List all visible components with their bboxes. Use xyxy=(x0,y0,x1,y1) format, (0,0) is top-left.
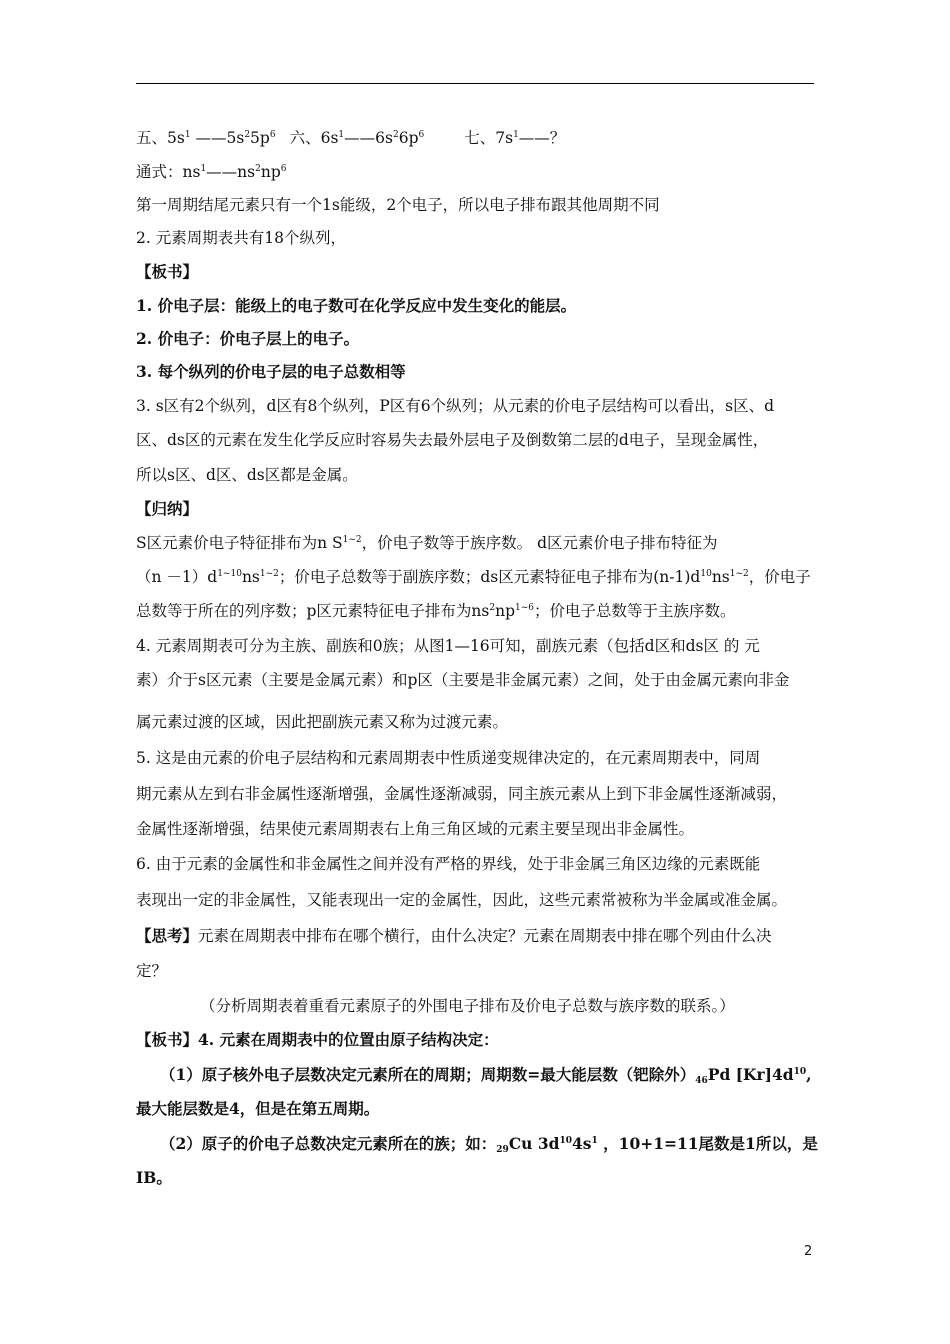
paragraph-line: 4. 元素周期表可分为主族、副族和0族；从图1—16可知，副族元素（包括d区和ds区 的 元 xyxy=(136,637,760,655)
paragraph-line: 表现出一定的非金属性，又能表现出一定的金属性，因此，这些元素常被称为半金属或准金属。 xyxy=(136,891,788,909)
page-number: 2 xyxy=(804,1244,813,1259)
board-note: 2. 价电子：价电子层上的电子。 xyxy=(136,329,360,348)
paragraph-line: 素）介于s区元素（主要是金属元素）和p区（主要是非金属元素）之间，处于由金属元素向非金 xyxy=(136,671,790,689)
paragraph-line: 2. 元素周期表共有18个纵列， xyxy=(136,229,346,247)
board-note: 最大能层数是4，但是在第五周期。 xyxy=(136,1099,380,1118)
header-rule xyxy=(136,83,814,84)
paragraph-line: 5. 这是由元素的价电子层结构和元素周期表中性质递变规律决定的，在元素周期表中，同周 xyxy=(136,749,761,767)
paragraph-line: $(n -1)d^{1\sim 10}ns^{1\sim 2}$；价电子总数等于副族序数；ds区元素特征电子排布为$(n-1)d^{10}ns^{1\sim 2}$，价电子 xyxy=(136,568,811,586)
paragraph-line: 3. s区有2个纵列，d区有8个纵列，P区有6个纵列；从元素的价电子层结构可以看出，s区、d xyxy=(136,397,774,415)
paragraph-line: 总数等于所在的列序数；p区元素特征电子排布为$ns^2np^{1\sim 6}$；价电子总数等于主族序数。 xyxy=(136,602,736,620)
board-note: IB。 xyxy=(136,1168,172,1187)
paragraph-line: 第一周期结尾元素只有一个1s能级，2个电子，所以电子排布跟其他周期不同 xyxy=(136,196,660,214)
paragraph-line: 期元素从左到右非金属性逐渐增强，金属性逐渐减弱，同主族元素从上到下非金属性逐渐减弱， xyxy=(136,785,788,803)
section-heading: 【归纳】 xyxy=(136,499,199,518)
paragraph-line: 所以s区、d区、ds区都是金属。 xyxy=(136,466,358,484)
paragraph-line: S区元素价电子特征排布为n $S^{1\sim 2}$，价电子数等于族序数。 d区元素价电子排布特征为 xyxy=(136,534,718,552)
board-note: 1. 价电子层：能级上的电子数可在化学反应中发生变化的能层。 xyxy=(136,296,577,315)
board-note: （1）原子核外电子层数决定元素所在的周期；周期数=最大能层数（钯除外）$_{46}Pd$ $[Kr]4d^{10}$, xyxy=(160,1065,812,1086)
paragraph-line: 定？ xyxy=(136,962,168,980)
board-note: 3. 每个纵列的价电子层的电子总数相等 xyxy=(136,362,406,381)
paragraph-line: 金属性逐渐增强，结果使元素周期表右上角三角区域的元素主要呈现出非金属性。 xyxy=(136,820,695,838)
section-heading: 【板书】 xyxy=(136,262,199,281)
general-formula-line: 通式：$ns^1——ns^2np^6$ xyxy=(136,163,287,181)
paragraph-line: 属元素过渡的区域，因此把副族元素又称为过渡元素。 xyxy=(136,713,509,731)
paragraph-line: 区、ds区的元素在发生化学反应时容易失去最外层电子及倒数第二层的d电子，呈现金属性， xyxy=(136,431,769,449)
config-line-periods-5-7: 五、$5s^1$ $——5s^25p^6$ 六、$6s^1——6s^26p^6$ 七、$7s^1——$？ xyxy=(136,129,566,147)
analysis-note: （分析周期表着重看元素原子的外围电子排布及价电子总数与族序数的联系。） xyxy=(200,997,735,1015)
section-heading: 【思考】 xyxy=(136,926,199,945)
board-note: 【板书】4. 元素在周期表中的位置由原子结构决定： xyxy=(136,1030,499,1049)
board-note: （2）原子的价电子总数决定元素所在的族；如：$_{29}$Cu $3d^{10}4s^1$ ，10+1=11尾数是1所以，是 xyxy=(160,1134,818,1155)
thinking-question: 【思考】元素在周期表中排布在哪个横行，由什么决定？元素在周期表中排在哪个列由什么决 xyxy=(136,926,772,945)
paragraph-line: 6. 由于元素的金属性和非金属性之间并没有严格的界线，处于非金属三角区边缘的元素既能 xyxy=(136,855,761,873)
